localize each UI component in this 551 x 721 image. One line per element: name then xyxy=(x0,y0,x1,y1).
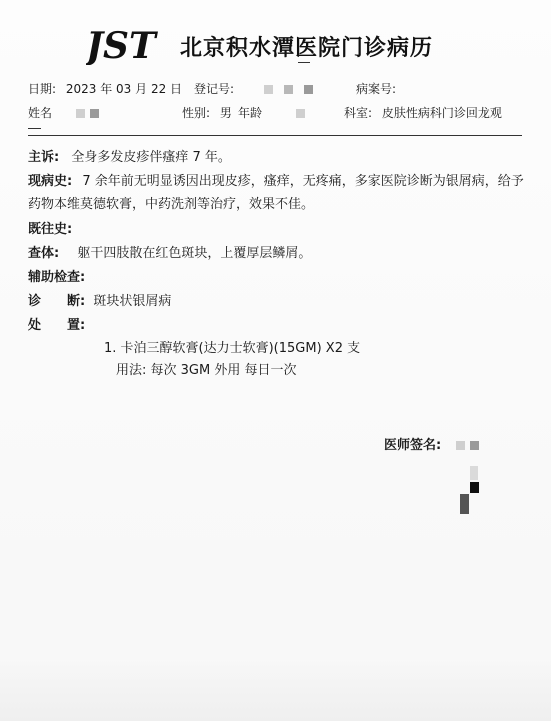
diagnosis-label: 诊 断: xyxy=(28,294,86,309)
aux-exam-section xyxy=(28,266,528,289)
dept-value: 皮肤性病科门诊回龙观 xyxy=(381,106,502,120)
signature-mark xyxy=(470,466,478,480)
sex-value: 男 xyxy=(219,106,232,120)
name-label: 姓名 xyxy=(28,106,53,120)
treatment-label: 处 置: xyxy=(28,318,86,333)
diagnosis-text: 斑块状银屑病 xyxy=(93,294,172,309)
exam-label: 查体: xyxy=(28,246,60,261)
past-history-section xyxy=(28,218,528,241)
name-field xyxy=(28,104,104,121)
sex-label: 性别: xyxy=(182,106,211,120)
chief-complaint-section xyxy=(28,146,528,169)
age-value-redacted xyxy=(296,106,310,120)
header-divider xyxy=(298,62,310,63)
prescription-usage: 用法: 每次 3GM 外用 每日一次 xyxy=(116,363,297,378)
present-history-label: 现病史: xyxy=(28,174,73,189)
age-field xyxy=(238,104,310,121)
treatment-section xyxy=(28,314,528,337)
dept-label: 科室: xyxy=(344,106,373,120)
date-field xyxy=(28,80,182,97)
record-header xyxy=(86,24,433,68)
svg-text:JST: JST xyxy=(86,27,156,65)
reg-value-redacted xyxy=(264,82,318,96)
aux-exam-label: 辅助检查: xyxy=(28,270,86,285)
header-rule xyxy=(28,135,522,136)
past-history-label: 既往史: xyxy=(28,222,73,237)
name-value-redacted xyxy=(76,106,104,120)
age-label: 年龄 xyxy=(238,106,263,120)
sex-field xyxy=(182,104,232,121)
prescription-item: 1. 卡泊三醇软膏(达力士软膏)(15GM) X2 支 xyxy=(104,341,361,356)
short-rule xyxy=(28,128,41,129)
hospital-logo xyxy=(86,27,178,65)
present-history-text: 7 余年前无明显诱因出现皮疹，瘙痒，无疼痛，多家医院诊断为银屑病，给予药物本维莫德软膏，中药洗剂等治疗，效果不佳。 xyxy=(28,174,524,212)
exam-text: 躯干四肢散在红色斑块，上覆厚层鳞屑。 xyxy=(77,246,312,261)
dept-field xyxy=(344,104,502,121)
date-value: 2023 年 03 月 22 日 xyxy=(65,82,183,96)
page-bottom-shadow xyxy=(0,660,551,721)
hospital-name: 北京积水潭医院门诊病历 xyxy=(180,34,434,61)
signature-redacted xyxy=(456,438,484,453)
reg-label: 登记号: xyxy=(194,82,235,96)
record-number-label: 病案号: xyxy=(356,82,397,96)
chief-complaint-label: 主诉: xyxy=(28,150,60,165)
chief-complaint-text: 全身多发皮疹伴瘙痒 7 年。 xyxy=(71,150,231,165)
record-number-field xyxy=(356,80,396,97)
date-label: 日期: xyxy=(28,82,57,96)
exam-section xyxy=(28,242,528,265)
doctor-signature-label xyxy=(384,434,484,453)
reg-field xyxy=(194,80,318,97)
present-history-section xyxy=(28,170,528,216)
signature-mark xyxy=(470,482,479,493)
signature-mark xyxy=(460,494,469,514)
signature-label-text: 医师签名: xyxy=(384,438,442,453)
diagnosis-section xyxy=(28,290,528,313)
